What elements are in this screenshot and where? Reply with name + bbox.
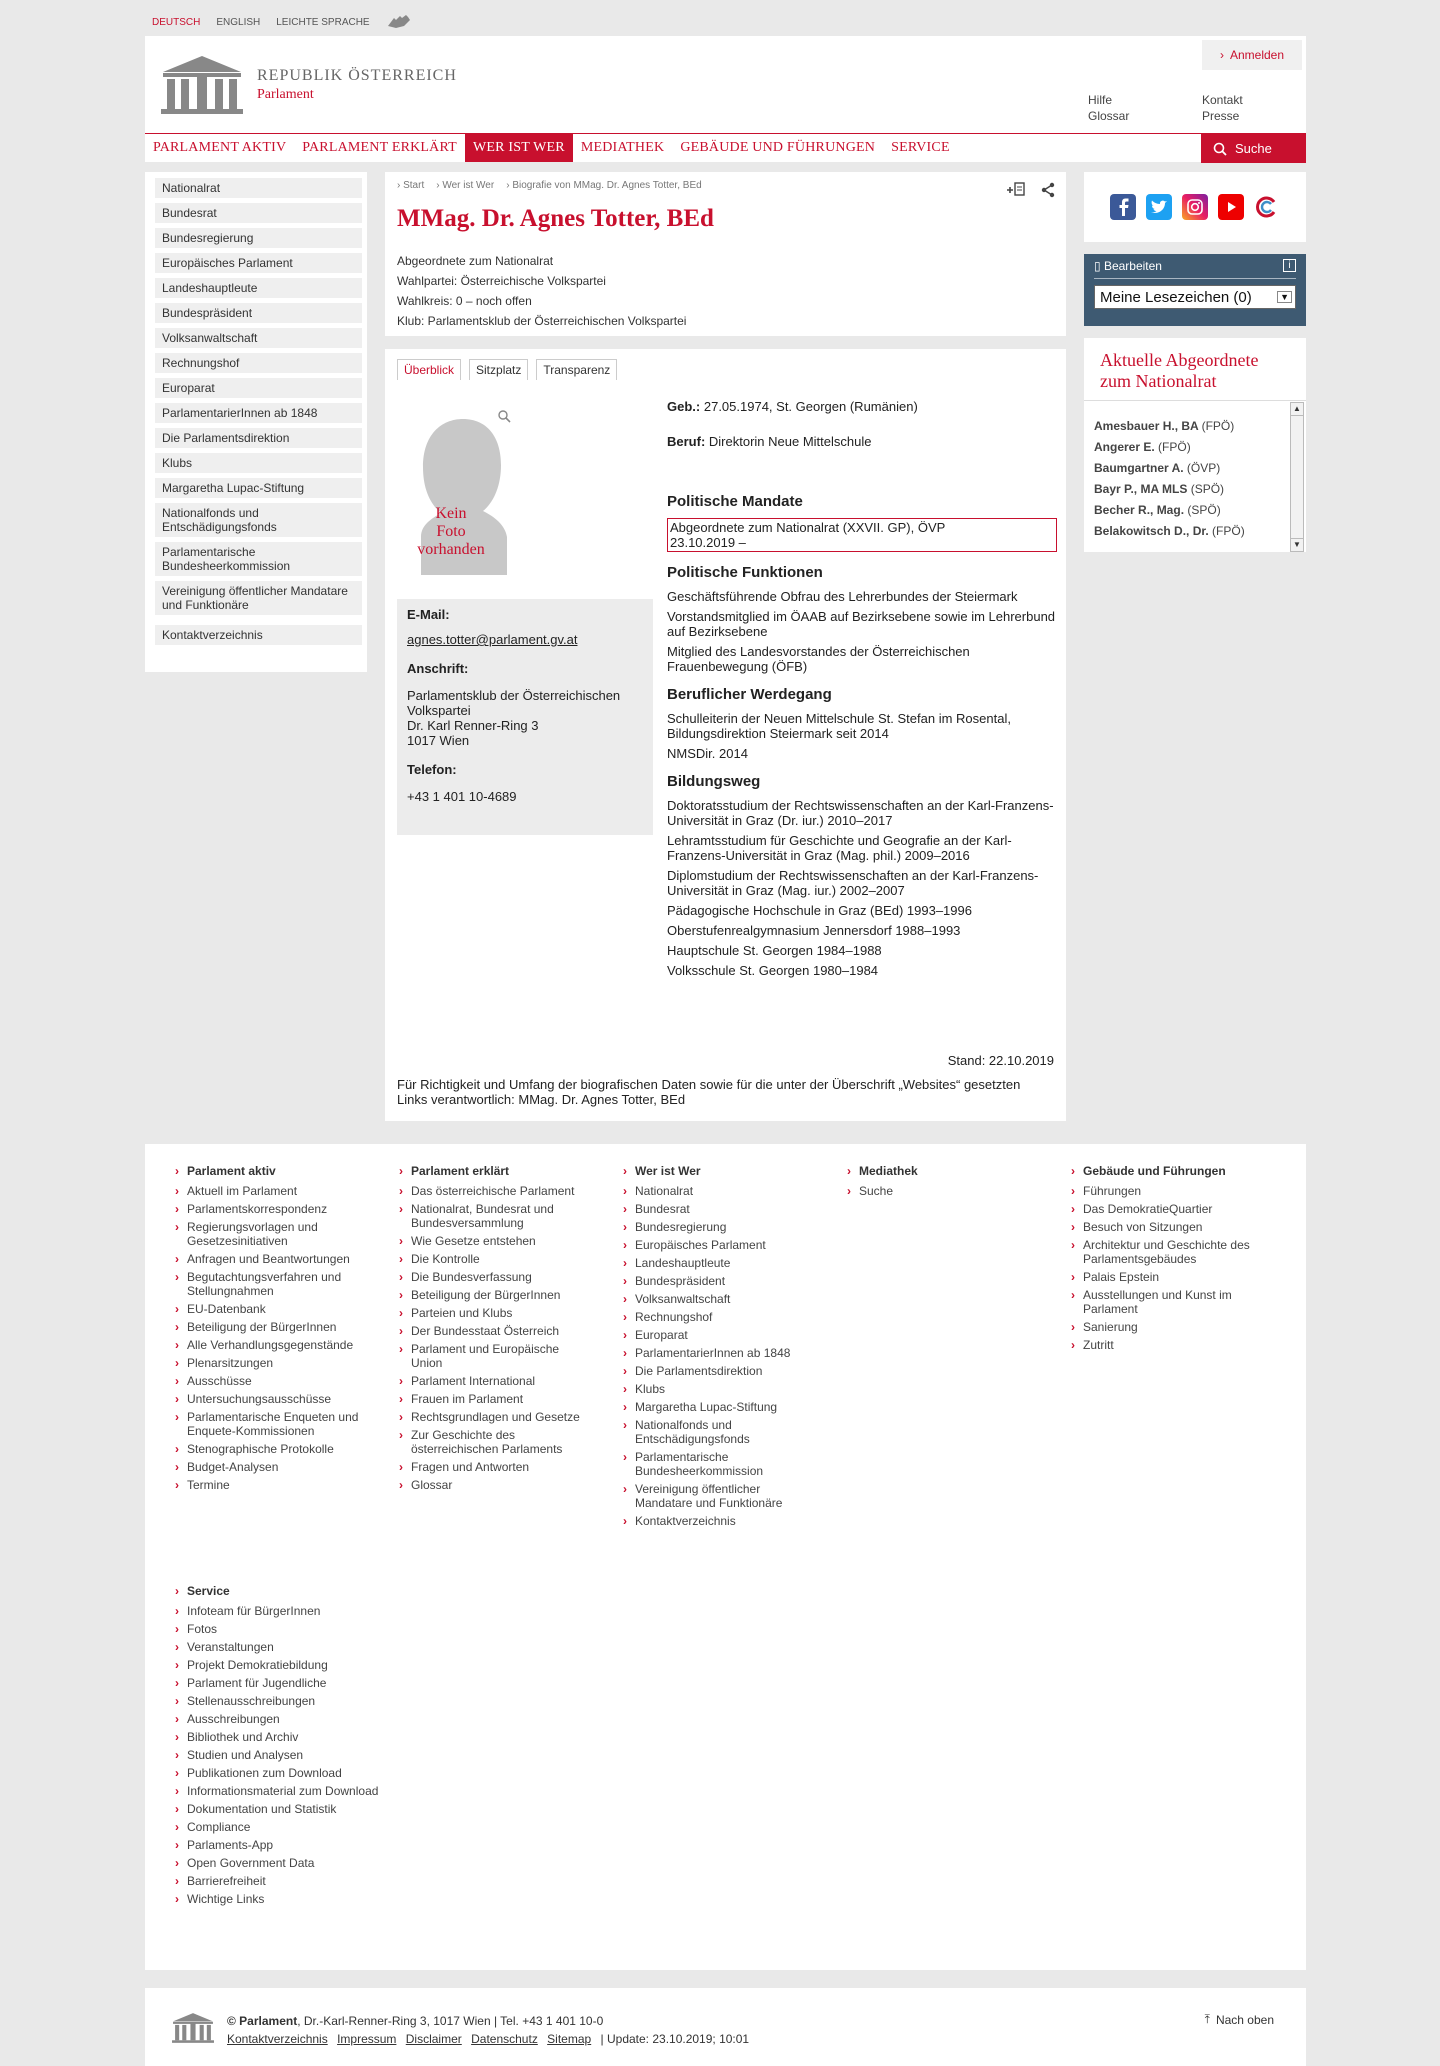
nav-gebaeude[interactable]: GEBÄUDE UND FÜHRUNGEN [680,140,876,155]
footer-link[interactable]: › Fragen und Antworten [399,1460,589,1474]
bookmark-add-icon[interactable] [1006,182,1026,198]
career-item: NMSDir. 2014 [667,746,748,761]
footer-link[interactable]: › Besuch von Sitzungen [1071,1220,1271,1234]
copyright: © Parlament [227,2014,298,2028]
footer-link[interactable]: › Zur Geschichte des österreichischen Parlaments [399,1428,589,1456]
footer-link[interactable]: › ParlamentarierInnen ab 1848 [623,1346,813,1360]
back-to-top-link[interactable]: ⤒ Nach oben [1204,2012,1274,2027]
footer-link[interactable]: › Glossar [399,1478,589,1492]
list-item[interactable]: Amesbauer H., BA (FPÖ) [1094,419,1235,433]
sidebar [145,172,367,672]
footer-link[interactable]: › Bundesregierung [623,1220,813,1234]
footer-heading[interactable]: › Mediathek [847,1164,1037,1178]
footer-link[interactable]: › Projekt Demokratiebildung [175,1658,395,1672]
sidebar-item[interactable]: Bundesregierung [155,228,362,248]
function-item: Geschäftsführende Obfrau des Lehrerbundes der Steiermark [667,589,1018,604]
footer-link[interactable]: › Nationalrat [623,1184,813,1198]
footer-link[interactable]: › Wichtige Links [175,1892,395,1906]
birth-row: Geb.: 27.05.1974, St. Georgen (Rumänien) [667,399,918,414]
parliament-logo-small-icon [171,2012,215,2044]
footer-link[interactable]: › Das österreichische Parlament [399,1184,589,1198]
sidebar-item[interactable]: Bundesrat [155,203,362,223]
constituency-text: Wahlkreis: 0 – noch offen [397,294,532,308]
education-item: Volksschule St. Georgen 1980–1984 [667,963,879,978]
nav-parlament-erklaert[interactable]: PARLAMENT ERKLÄRT [302,140,457,155]
footer-link[interactable]: › Die Parlamentsdirektion [623,1364,813,1378]
mandates-heading: Politische Mandate [667,493,803,510]
bookmarks-panel [1084,254,1306,326]
list-item[interactable]: Belakowitsch D., Dr. (FPÖ) [1094,524,1245,538]
footer-link[interactable]: › Open Government Data [175,1856,395,1870]
footer-link[interactable]: › Margaretha Lupac-Stiftung [623,1400,813,1414]
footer-link[interactable]: › Parlamentarische Bundesheerkommission [623,1450,813,1478]
lang-english-link[interactable]: ENGLISH [216,16,261,28]
footer-link[interactable]: › Untersuchungsausschüsse [175,1392,365,1406]
press-link[interactable]: Presse [1202,109,1240,123]
footer [145,1144,1306,1970]
footer-link[interactable]: › Nationalrat, Bundesrat und Bundesversammlung [399,1202,589,1230]
footer-link[interactable]: › Rechtsgrundlagen und Gesetze [399,1410,589,1424]
parliament-logo-icon [159,54,245,116]
logo[interactable] [159,54,457,116]
update-text: | Update: 23.10.2019; 10:01 [600,2032,750,2046]
bottom-bar [145,1988,1306,2066]
bottom-info [227,2012,749,2048]
footer-link[interactable]: › Aktuell im Parlament [175,1184,365,1198]
nav-mediathek[interactable]: MEDIATHEK [580,140,665,155]
org-address: , Dr.-Karl-Renner-Ring 3, 1017 Wien | Tel. +43 1 401 10-0 [297,2014,604,2028]
profile-header-card [385,172,1066,336]
function-item: Mitglied des Landesvorstandes der Österreichischen Frauenbewegung (ÖFB) [667,644,970,674]
social-media-box [1084,172,1306,242]
footer-link[interactable]: › Die Kontrolle [399,1252,589,1266]
footer-link[interactable]: › Architektur und Geschichte des Parlamentsgebäudes [1071,1238,1271,1266]
footer-link[interactable]: › Parlamentskorrespondenz [175,1202,365,1216]
email-label: E-Mail: [407,607,450,622]
footer-link[interactable]: › Parlament und Europäische Union [399,1342,589,1370]
app-icon[interactable] [1254,194,1280,220]
footer-link[interactable]: › Parlamentarische Enqueten und Enquete-Kommissionen [175,1410,365,1438]
logo-line1: REPUBLIK ÖSTERREICH [257,67,457,84]
tab-ueberblick[interactable]: Überblick [397,359,461,380]
footer-link[interactable]: › Studien und Analysen [175,1748,395,1762]
page-title: MMag. Dr. Agnes Totter, BEd [397,205,714,232]
members-scrollbar[interactable] [1290,402,1304,552]
biography-details [667,399,1057,983]
sidebar-item[interactable]: Nationalfonds und Entschädigungsfonds [155,503,362,537]
phone-label: Telefon: [407,762,457,777]
email-link[interactable]: agnes.totter@parlament.gv.at [407,632,578,647]
footer-link[interactable]: › Parlament International [399,1374,589,1388]
nav-wer-ist-wer[interactable]: WER IST WER [465,134,573,162]
footer-link[interactable]: › Plenarsitzungen [175,1356,365,1370]
career-item: Schulleiterin der Neuen Mittelschule St. Stefan im Rosental, Bildungsdirektion Steiermark seit 2014 [667,711,1011,741]
share-icon[interactable] [1040,182,1056,198]
footer-link[interactable]: › Bundespräsident [623,1274,813,1288]
footer-link[interactable]: › Publikationen zum Download [175,1766,395,1780]
sidebar-item[interactable]: Volksanwaltschaft [155,328,362,348]
footer-link[interactable]: › Fotos [175,1622,395,1636]
breadcrumb-current: › Biografie von MMag. Dr. Agnes Totter, BEd [506,180,702,191]
footer-link[interactable]: › Anfragen und Beantwortungen [175,1252,365,1266]
party-text: Wahlpartei: Österreichische Volkspartei [397,274,606,288]
footer-heading[interactable]: › Wer ist Wer [623,1164,813,1178]
list-item[interactable]: Becher R., Mag. (SPÖ) [1094,503,1221,517]
contact-directory-link[interactable]: Kontaktverzeichnis [227,2032,328,2046]
arrow-up-icon: ⤒ [1204,2012,1210,2026]
footer-heading[interactable]: › Gebäude und Führungen [1071,1164,1271,1178]
chevron-right-icon: › [1219,48,1224,62]
list-item[interactable]: Angerer E. (FPÖ) [1094,440,1191,454]
service-links-right [1202,92,1243,124]
sidebar-item[interactable]: Bundespräsident [155,303,362,323]
sidebar-item[interactable]: Rechnungshof [155,353,362,373]
members-list [1094,416,1284,542]
tab-transparenz[interactable]: Transparenz [536,359,617,380]
education-item: Oberstufenrealgymnasium Jennersdorf 1988–1993 [667,923,961,938]
footer-link[interactable]: › Vereinigung öffentlicher Mandatare und Funktionäre [623,1482,813,1510]
facebook-icon[interactable] [1110,194,1136,220]
footer-link[interactable]: › Das DemokratieQuartier [1071,1202,1271,1216]
functions-heading: Politische Funktionen [667,564,823,581]
footer-link[interactable]: › Die Bundesverfassung [399,1270,589,1284]
career-heading: Beruflicher Werdegang [667,686,832,703]
info-icon[interactable]: i [1283,259,1296,272]
lang-easy-link[interactable]: LEICHTE SPRACHE [276,16,370,28]
footer-link[interactable]: › Compliance [175,1820,395,1834]
disclaimer-text: Für Richtigkeit und Umfang der biografischen Daten sowie für die unter der Überschrift „Websites“ gesetzten Links verantwortlich: MMag. Dr. Agnes Totter, BEd [397,1077,1021,1107]
footer-link[interactable]: › Sanierung [1071,1320,1271,1334]
education-item: Lehramtsstudium für Geschichte und Geografie an der Karl-Franzens-Universität in Graz (Mag. phil.) 2009–2016 [667,833,1012,863]
profile-photo-placeholder[interactable] [401,407,527,575]
disclaimer-link[interactable]: Disclaimer [405,2032,462,2046]
nav-parlament-aktiv[interactable]: PARLAMENT AKTIV [153,140,287,155]
footer-link[interactable]: › Nationalfonds und Entschädigungsfonds [623,1418,813,1446]
footer-link[interactable]: › Bibliothek und Archiv [175,1730,395,1744]
footer-link[interactable]: › Alle Verhandlungsgegenstände [175,1338,365,1352]
mandate-item: Abgeordnete zum Nationalrat (XXVII. GP), ÖVP 23.10.2019 – [667,518,1057,552]
footer-link[interactable]: › Stellenausschreibungen [175,1694,395,1708]
sidebar-item[interactable]: Vereinigung öffentlicher Mandatare und Funktionäre [155,581,362,615]
education-item: Doktoratsstudium der Rechtswissenschaften an der Karl-Franzens-Universität in Graz (Dr. iur.) 2010–2017 [667,798,1054,828]
bookmark-icon: ▯ [1094,259,1104,273]
footer-link[interactable]: › Ausstellungen und Kunst im Parlament [1071,1288,1271,1316]
address-label: Anschrift: [407,661,469,676]
sidebar-item[interactable]: Parlamentarische Bundesheerkommission [155,542,362,576]
members-title: Aktuelle Abgeordnete zum Nationalrat [1084,338,1306,401]
members-box [1084,338,1306,552]
footer-col-service [175,1584,395,1910]
education-item: Diplomstudium der Rechtswissenschaften an der Karl-Franzens-Universität in Graz (Mag. iur.) 2002–2007 [667,868,1039,898]
head-actions [1006,182,1056,198]
footer-link[interactable]: › Volksanwaltschaft [623,1292,813,1306]
sidebar-item[interactable]: Margaretha Lupac-Stiftung [155,478,362,498]
footer-link[interactable]: › Parlament für Jugendliche [175,1676,395,1690]
function-item: Vorstandsmitglied im ÖAAB auf Bezirksebene sowie im Lehrerbund auf Bezirksebene [667,609,1056,639]
main-navigation [145,133,1306,162]
footer-link[interactable]: › Veranstaltungen [175,1640,395,1654]
footer-link[interactable]: › Beteiligung der BürgerInnen [399,1288,589,1302]
youtube-icon[interactable] [1218,194,1244,220]
service-links-left [1088,92,1129,124]
footer-link[interactable]: › Ausschüsse [175,1374,365,1388]
footer-link[interactable]: › Der Bundesstaat Österreich [399,1324,589,1338]
address-text: Parlamentsklub der Österreichischen Volkspartei Dr. Karl Renner-Ring 3 1017 Wien [407,688,621,748]
breadcrumb [397,180,1054,191]
privacy-link[interactable]: Datenschutz [471,2032,538,2046]
footer-link[interactable]: › Suche [847,1184,1037,1198]
footer-link[interactable]: › Infoteam für BürgerInnen [175,1604,395,1618]
footer-link[interactable]: › Wie Gesetze entstehen [399,1234,589,1248]
list-item[interactable]: Bayr P., MA MLS (SPÖ) [1094,482,1225,496]
footer-link[interactable]: › Informationsmaterial zum Download [175,1784,395,1798]
head-info [397,251,1054,331]
contact-link[interactable]: Kontakt [1202,93,1243,107]
sidebar-item[interactable]: Nationalrat [155,178,362,198]
no-photo-text: Kein Foto vorhanden [417,505,485,558]
footer-link[interactable]: › Europäisches Parlament [623,1238,813,1252]
footer-link[interactable]: › EU-Datenbank [175,1302,365,1316]
footer-link[interactable]: › Parlaments-App [175,1838,395,1852]
footer-col-mediathek [847,1164,1037,1202]
chevron-down-icon: ▼ [1277,291,1292,303]
scroll-up-icon[interactable]: ▲ [1291,403,1303,416]
scroll-down-icon[interactable]: ▼ [1291,538,1303,551]
tabs [397,359,617,380]
footer-link[interactable]: › Termine [175,1478,365,1492]
sitemap-link[interactable]: Sitemap [547,2032,592,2046]
glossary-link[interactable]: Glossar [1088,109,1130,123]
footer-heading[interactable]: › Service [175,1584,395,1598]
education-item: Pädagogische Hochschule in Graz (BEd) 1993–1996 [667,903,972,918]
lang-deutsch-link[interactable]: DEUTSCH [152,16,201,28]
footer-link[interactable]: › Stenographische Protokolle [175,1442,365,1456]
footer-link[interactable]: › Beteiligung der BürgerInnen [175,1320,365,1334]
breadcrumb-wer-ist-wer[interactable]: › Wer ist Wer [436,180,495,191]
footer-link[interactable]: › Dokumentation und Statistik [175,1802,395,1816]
bookmarks-select[interactable]: Meine Lesezeichen (0) ▼ [1094,285,1296,309]
profile-body-card [385,349,1066,1121]
footer-link[interactable]: › Budget-Analysen [175,1460,365,1474]
education-item: Hauptschule St. Georgen 1984–1988 [667,943,882,958]
footer-link[interactable]: › Regierungsvorlagen und Gesetzesinitiativen [175,1220,365,1248]
sign-language-icon[interactable] [386,14,412,30]
help-link[interactable]: Hilfe [1088,93,1113,107]
bookmarks-edit-link[interactable]: ▯ Bearbeiten [1094,259,1162,273]
breadcrumb-start[interactable]: › Start [397,180,425,191]
search-icon [1213,142,1227,156]
job-row: Beruf: Direktorin Neue Mittelschule [667,434,872,449]
sidebar-item[interactable]: Kontaktverzeichnis [155,625,362,645]
footer-link[interactable]: › Palais Epstein [1071,1270,1271,1284]
search-button[interactable]: Suche [1201,134,1306,163]
phone-text: +43 1 401 10-4689 [407,789,517,804]
footer-col-gebaeude [1071,1164,1271,1356]
footer-col-parlament-aktiv [175,1164,365,1496]
sidebar-item[interactable]: Klubs [155,453,362,473]
site-header [145,36,1306,162]
logo-line2: Parlament [257,87,314,102]
footer-heading[interactable]: › Parlament erklärt [399,1164,589,1178]
footer-link[interactable]: › Barrierefreiheit [175,1874,395,1888]
footer-link[interactable]: › Zutritt [1071,1338,1271,1352]
education-heading: Bildungsweg [667,773,761,790]
footer-link[interactable]: › Parteien und Klubs [399,1306,589,1320]
sidebar-item[interactable]: Europäisches Parlament [155,253,362,273]
footer-link[interactable]: › Bundesrat [623,1202,813,1216]
footer-col-wer-ist-wer [623,1164,813,1532]
language-bar [152,14,412,30]
instagram-icon[interactable] [1182,194,1208,220]
sidebar-item[interactable]: Landeshauptleute [155,278,362,298]
footer-link[interactable]: › Rechnungshof [623,1310,813,1324]
footer-link[interactable]: › Begutachtungsverfahren und Stellungnahmen [175,1270,365,1298]
imprint-link[interactable]: Impressum [337,2032,397,2046]
footer-link[interactable]: › Klubs [623,1382,813,1396]
nav-service[interactable]: SERVICE [891,140,950,155]
club-text: Klub: Parlamentsklub der Österreichischen Volkspartei [397,314,687,328]
footer-link[interactable]: › Landeshauptleute [623,1256,813,1270]
twitter-icon[interactable] [1146,194,1172,220]
footer-col-parlament-erklaert [399,1164,589,1496]
tab-sitzplatz[interactable]: Sitzplatz [469,359,528,380]
footer-link[interactable]: › Ausschreibungen [175,1712,395,1726]
sidebar-item[interactable]: Die Parlamentsdirektion [155,428,362,448]
login-button[interactable]: › Anmelden [1202,40,1302,70]
role-text: Abgeordnete zum Nationalrat [397,254,554,268]
footer-heading[interactable]: › Parlament aktiv [175,1164,365,1178]
last-updated: Stand: 22.10.2019 [947,1053,1054,1068]
footer-link[interactable]: › Europarat [623,1328,813,1342]
footer-link[interactable]: › Kontaktverzeichnis [623,1514,813,1528]
sidebar-item[interactable]: ParlamentarierInnen ab 1848 [155,403,362,423]
footer-link[interactable]: › Führungen [1071,1184,1271,1198]
sidebar-item[interactable]: Europarat [155,378,362,398]
footer-link[interactable]: › Frauen im Parlament [399,1392,589,1406]
contact-box [397,599,653,835]
list-item[interactable]: Baumgartner A. (ÖVP) [1094,461,1221,475]
